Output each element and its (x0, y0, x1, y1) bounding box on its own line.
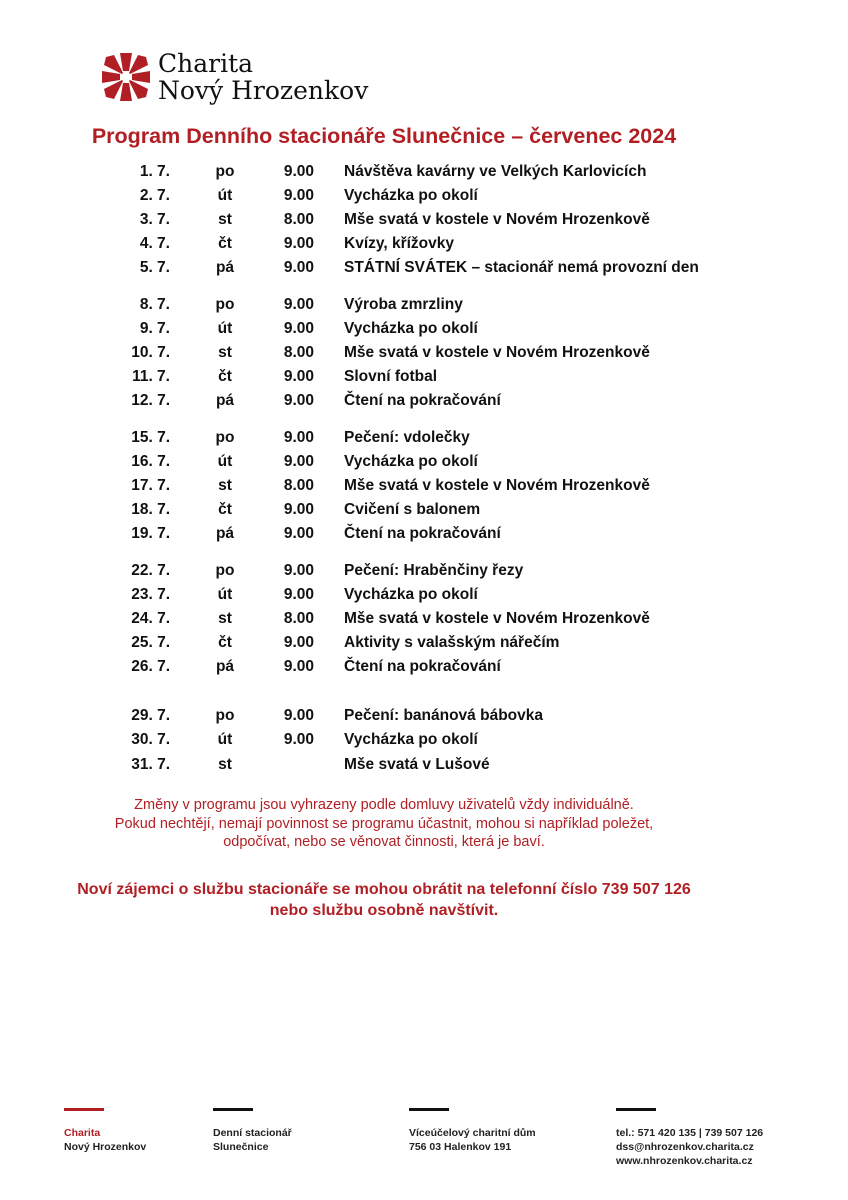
schedule-date: 17. 7. (131, 477, 170, 494)
schedule-activity: Pečení: Hraběnčiny řezy (344, 562, 524, 579)
schedule-date: 19. 7. (131, 525, 170, 542)
schedule-row (0, 477, 848, 499)
schedule-row (0, 707, 848, 729)
schedule-time: 9.00 (283, 392, 314, 409)
footer-line: 756 03 Halenkov 191 (409, 1141, 512, 1153)
schedule-day: pá (215, 658, 235, 675)
schedule-day: st (218, 610, 232, 627)
schedule-day: pá (215, 259, 235, 276)
schedule-date: 31. 7. (131, 756, 170, 773)
schedule-activity: Aktivity s valašským nářečím (344, 634, 560, 651)
schedule-activity: Vycházka po okolí (344, 187, 478, 204)
schedule-activity: Mše svatá v kostele v Novém Hrozenkově (344, 211, 650, 228)
schedule-activity: Mše svatá v kostele v Novém Hrozenkově (344, 477, 650, 494)
schedule-day: čt (218, 501, 232, 518)
schedule-time: 9.00 (283, 187, 314, 204)
schedule-day: čt (218, 235, 232, 252)
schedule-date: 18. 7. (131, 501, 170, 518)
schedule-day: čt (218, 368, 232, 385)
schedule-time: 8.00 (283, 211, 314, 228)
footer-divider (616, 1108, 656, 1111)
schedule-row (0, 296, 848, 318)
footer-line: Charita (64, 1127, 101, 1139)
schedule-day: po (215, 562, 235, 579)
schedule-activity: Slovní fotbal (344, 368, 437, 385)
note-line: Změny v programu jsou vyhrazeny podle domluvy uživatelů vždy individuálně. (134, 797, 634, 813)
schedule-date: 10. 7. (131, 344, 170, 361)
schedule-activity: Návštěva kavárny ve Velkých Karlovicích (344, 163, 647, 180)
schedule-day: st (218, 477, 232, 494)
schedule-day: po (215, 296, 235, 313)
schedule-row (0, 344, 848, 366)
logo-name-line1: Charita (158, 49, 254, 78)
schedule-day: út (217, 731, 233, 748)
schedule-day: po (215, 163, 235, 180)
schedule-date: 11. 7. (132, 368, 170, 385)
schedule-time: 9.00 (283, 453, 314, 470)
footer-line: Denní stacionář (213, 1127, 292, 1139)
footer-line: Víceúčelový charitní dům (409, 1127, 536, 1139)
schedule-time: 9.00 (283, 259, 314, 276)
schedule-time: 9.00 (283, 658, 314, 675)
schedule-row (0, 453, 848, 475)
schedule-activity: Pečení: vdolečky (344, 429, 470, 446)
charita-logo (100, 50, 368, 104)
schedule-time: 8.00 (283, 344, 314, 361)
schedule-date: 16. 7. (131, 453, 170, 470)
schedule-row (0, 634, 848, 656)
schedule-date: 24. 7. (131, 610, 170, 627)
schedule-day: út (217, 586, 233, 603)
schedule-date: 12. 7. (131, 392, 170, 409)
schedule-time: 9.00 (283, 368, 314, 385)
schedule-row (0, 368, 848, 390)
footer-phone: tel.: 571 420 135 | 739 507 126 (616, 1127, 764, 1139)
schedule-row (0, 525, 848, 547)
schedule-time: 9.00 (283, 320, 314, 337)
schedule-date: 9. 7. (139, 320, 170, 337)
schedule-date: 8. 7. (139, 296, 170, 313)
schedule-date: 4. 7. (139, 235, 170, 252)
schedule-date: 26. 7. (131, 658, 170, 675)
schedule-date: 23. 7. (131, 586, 170, 603)
schedule-activity: Vycházka po okolí (344, 586, 478, 603)
footer-charita (64, 1108, 146, 1154)
schedule-day: st (218, 344, 232, 361)
contact-line: nebo službu osobně navštívit. (269, 902, 499, 919)
schedule-day: st (218, 756, 232, 773)
schedule-date: 29. 7. (131, 707, 170, 724)
schedule-time: 9.00 (283, 163, 314, 180)
schedule-date: 2. 7. (139, 187, 170, 204)
schedule-activity: Mše svatá v kostele v Novém Hrozenkově (344, 610, 650, 627)
schedule-day: st (218, 211, 232, 228)
schedule-time: 9.00 (283, 562, 314, 579)
schedule-time: 9.00 (283, 731, 314, 748)
schedule-date: 3. 7. (139, 211, 170, 228)
schedule-activity: Čtení na pokračování (344, 658, 501, 675)
schedule-time: 9.00 (283, 707, 314, 724)
footer-line: Nový Hrozenkov (64, 1141, 147, 1153)
schedule-day: po (215, 429, 235, 446)
schedule-time: 9.00 (283, 501, 314, 518)
schedule-day: út (217, 320, 233, 337)
schedule-row (0, 187, 848, 209)
schedule-date: 30. 7. (131, 731, 170, 748)
program-note (0, 796, 768, 852)
schedule-row (0, 235, 848, 257)
logo-name-line2: Nový Hrozenkov (158, 76, 369, 105)
schedule-activity: Výroba zmrzliny (344, 296, 463, 313)
contact-line: Noví zájemci o službu stacionáře se mohou obrátit na telefonní číslo 739 507 126 (77, 881, 691, 898)
schedule-row (0, 392, 848, 414)
schedule-day: po (215, 707, 235, 724)
schedule-day: pá (215, 525, 235, 542)
schedule-activity: Vycházka po okolí (344, 320, 478, 337)
schedule-row (0, 658, 848, 680)
schedule-row (0, 562, 848, 584)
schedule-date: 1. 7. (139, 163, 170, 180)
charita-cross-icon (100, 51, 152, 103)
schedule-date: 15. 7. (131, 429, 170, 446)
schedule-row (0, 259, 848, 281)
footer-divider (213, 1108, 253, 1111)
schedule-activity: Vycházka po okolí (344, 731, 478, 748)
contact-info (0, 879, 768, 921)
schedule-activity: Čtení na pokračování (344, 525, 501, 542)
footer-address (409, 1108, 536, 1154)
schedule-activity: STÁTNÍ SVÁTEK – stacionář nemá provozní den (344, 259, 699, 276)
schedule-row (0, 163, 848, 185)
schedule-activity: Cvičení s balonem (344, 501, 481, 518)
schedule-day: út (217, 187, 233, 204)
schedule-time: 9.00 (283, 525, 314, 542)
note-line: Pokud nechtějí, nemají povinnost se programu účastnit, mohou si například poležet, (114, 815, 654, 832)
schedule-date: 22. 7. (131, 562, 170, 579)
schedule-activity: Mše svatá v kostele v Novém Hrozenkově (344, 344, 650, 361)
page-title: Program Denního stacionáře Slunečnice – červenec 2024 (91, 124, 677, 148)
schedule-date: 5. 7. (139, 259, 170, 276)
footer-line: Slunečnice (213, 1141, 269, 1153)
schedule-time: 9.00 (283, 235, 314, 252)
schedule-activity: Kvízy, křížovky (344, 235, 454, 252)
schedule-time: 9.00 (283, 586, 314, 603)
schedule-row (0, 756, 848, 778)
footer-stacionar (213, 1108, 292, 1154)
footer-divider (64, 1108, 104, 1111)
schedule-row (0, 211, 848, 233)
schedule-row (0, 501, 848, 523)
schedule-activity: Vycházka po okolí (344, 453, 478, 470)
schedule-day: čt (218, 634, 232, 651)
schedule-row (0, 731, 848, 753)
footer-web-link[interactable]: www.nhrozenkov.charita.cz (616, 1155, 753, 1167)
footer-email-link[interactable]: dss@nhrozenkov.charita.cz (616, 1141, 754, 1153)
schedule-activity: Pečení: banánová bábovka (344, 707, 543, 724)
schedule-row (0, 429, 848, 451)
schedule-row (0, 320, 848, 342)
footer-contacts (616, 1108, 763, 1168)
schedule-time: 8.00 (283, 477, 314, 494)
schedule-time: 9.00 (283, 296, 314, 313)
schedule-day: út (217, 453, 233, 470)
schedule-activity: Mše svatá v Lušové (344, 756, 490, 773)
schedule-time: 9.00 (283, 429, 314, 446)
schedule-row (0, 586, 848, 608)
note-line: odpočívat, nebo se věnovat činnosti, která je baví. (223, 834, 545, 850)
schedule-time: 9.00 (283, 634, 314, 651)
schedule-activity: Čtení na pokračování (344, 392, 501, 409)
schedule-day: pá (215, 392, 235, 409)
schedule-row (0, 610, 848, 632)
schedule-time: 8.00 (283, 610, 314, 627)
footer-divider (409, 1108, 449, 1111)
schedule-date: 25. 7. (131, 634, 170, 651)
